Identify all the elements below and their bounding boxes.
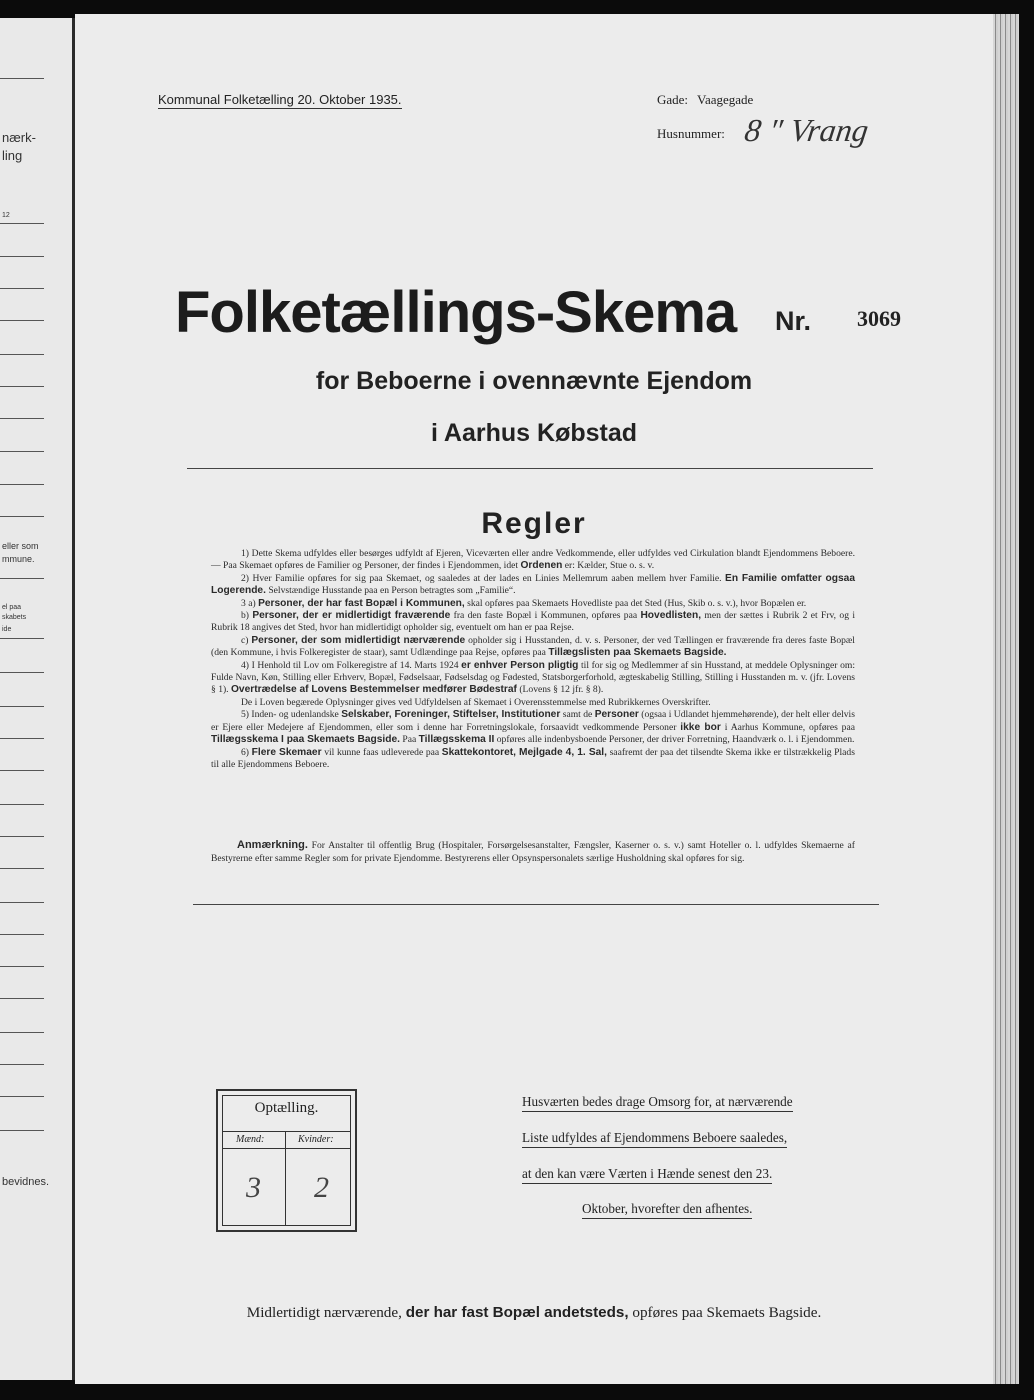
rule-2: 2) Hver Familie opføres for sig paa Skemaet, og saaledes at der lades en Linies Mellemrum aaben mellem hver Familie. En Familie omfatter ogsaa Logerende. Selvstændige Husstande paa en Person betragtes som „Familie“. — [211, 572, 855, 597]
notice-line: at den kan være Værten i Hænde senest den 23. — [522, 1166, 772, 1184]
men-count: 3 — [246, 1171, 261, 1204]
notice-line: Husværten bedes drage Omsorg for, at nærværende — [522, 1094, 793, 1112]
left-fragment: skabets — [2, 614, 27, 621]
rule-3c: c) Personer, der som midlertidigt nærværende opholder sig i Husstanden, d. v. s. Personer, der ved Tællingen er fraværende fra deres faste Bopæl (den Kommune, i hvis Folkeregister de staar), samt Udlændinge paa Rejse, opføres paa Tillægslisten paa Skemaets Bagside. — [211, 634, 855, 659]
rule-1: 1) Dette Skema udfyldes eller besørges udfyldt af Ejeren, Viceværten eller andre Vedkommende, eller udfyldes ved Cirkulation blandt Ejendommens Beboere. — Paa Skemaet opføres de Familier og Personer, der findes i Ejendommen, idet Ordenen er: Kælder, Stue o. s. v. — [211, 548, 855, 572]
women-label: Kvinder: — [298, 1134, 334, 1145]
left-fragment: nærk- — [2, 130, 36, 145]
left-fragment: el paa — [2, 604, 22, 611]
census-header: Kommunal Folketælling 20. Oktober 1935. — [158, 92, 402, 107]
rule-3b: b) Personer, der er midlertidigt fraværende fra den faste Bopæl i Kommunen, opføres paa Hovedlisten, men der sættes i Rubrik 2 et Frv, og i Rubrik 18 angives det Sted, hvor han midlertidigt opholder sig, eventuelt om han er paa Rejse. — [211, 610, 856, 634]
rules-text — [211, 548, 855, 771]
husnummer-label: Husnummer: — [657, 126, 725, 141]
left-fragment: ide — [2, 626, 12, 633]
subtitle-line1: for Beboerne i ovennævnte Ejendom — [315, 367, 753, 395]
left-fragment: 12 — [2, 212, 10, 219]
left-page-edge — [0, 18, 75, 1380]
gade-value: Vaagegade — [697, 92, 754, 107]
census-form-page — [75, 14, 993, 1384]
left-fragment: eller som — [2, 541, 39, 551]
notice-line: Liste udfyldes af Ejendommens Beboere saaledes, — [522, 1130, 787, 1148]
page-stack-edges — [993, 14, 1019, 1384]
divider — [187, 468, 873, 469]
left-fragment: ling — [2, 148, 23, 163]
tally-title: Optælling. — [254, 1100, 319, 1116]
men-label: Mænd: — [236, 1134, 265, 1145]
rule-4b: De i Loven begærede Oplysninger gives ved Udfyldelsen af Skemaet i Overensstemmelse med Rubrikkernes Overskrifter. — [241, 696, 711, 708]
notice-line: Oktober, hvorefter den afhentes. — [582, 1201, 752, 1219]
note-text: For Anstalter til offentlig Brug (Hospitaler, Forsørgelsesanstalter, Fængsler, Kaserner o. s. v.) samt Hoteller o. l. udfyldes Skemaerne af Bestyrerne efter samme Regler som for private Ejendomme. Bestyrerens eller Opsynspersonalets særlige Husholdning skal opføres for sig. — [211, 840, 855, 864]
rule-3a: 3 a) Personer, der har fast Bopæl i Kommunen, skal opføres paa Skemaets Hovedliste paa det Sted (Hus, Skib o. s. v.), hvor Bopælen er. — [241, 597, 807, 609]
women-count: 2 — [314, 1171, 329, 1204]
subtitle-line2: i Aarhus Købstad — [430, 419, 638, 447]
note-label: Anmærkning. — [237, 839, 308, 851]
tally-box — [216, 1089, 357, 1232]
note — [211, 839, 855, 865]
gade-label: Gade: — [657, 92, 689, 107]
nr-label: Nr. — [775, 306, 812, 336]
form-title: Folketællings-Skema — [175, 280, 737, 345]
rule-5: 5) Inden- og udenlandske Selskaber, Foreninger, Stiftelser, Institutioner samt de Personer (ogsaa i Udlandet hjemmehørende), der helt eller delvis er Ejere eller Medejere af Ejendommen, eller som i denne har Forretningslokale, forsaavidt vedkommende Personer ikke bor i Aarhus Kommune, opføres paa Tillægsskema I paa Skemaets Bagside. Paa Tillægsskema II opføres alle indenbysboende Personer, der driver Forretning, Haandværk o. l. i Ejendommen. — [211, 709, 855, 746]
form-number: 3069 — [857, 306, 901, 331]
rule-6: 6) Flere Skemaer vil kunne faas udleverede paa Skattekontoret, Mejlgade 4, 1. Sal, saafremt der paa det tilsendte Skema ikke er tilstrækkelig Plads til alle Ejendommens Beboere. — [211, 746, 855, 770]
left-fragment: mmune. — [2, 554, 35, 564]
divider — [193, 904, 879, 905]
footer-note: Midlertidigt nærværende, der har fast Bopæl andetsteds, opføres paa Skemaets Bagside. — [246, 1304, 822, 1321]
rules-heading: Regler — [481, 507, 587, 540]
husnummer-handwritten: 8 " Vrang — [742, 112, 871, 148]
left-fragment: bevidnes. — [2, 1176, 50, 1188]
rule-4: 4) I Henhold til Lov om Folkeregistre af 14. Marts 1924 er enhver Person pligtig til for sig og Medlemmer af sin Husstand, at meddele Oplysninger om: Fulde Navn, Køn, Stilling eller Erhverv, Bopæl, Fødselsaar, Fødselsdag og Fødested, Statsborgerforhold, ægteskabelig Stilling, Stilling i Husstanden m. v. (jfr. Lovens § 1). Overtrædelse af Lovens Bestemmelser medfører Bødestraf (Lovens § 12 jfr. § 8). — [211, 659, 855, 696]
